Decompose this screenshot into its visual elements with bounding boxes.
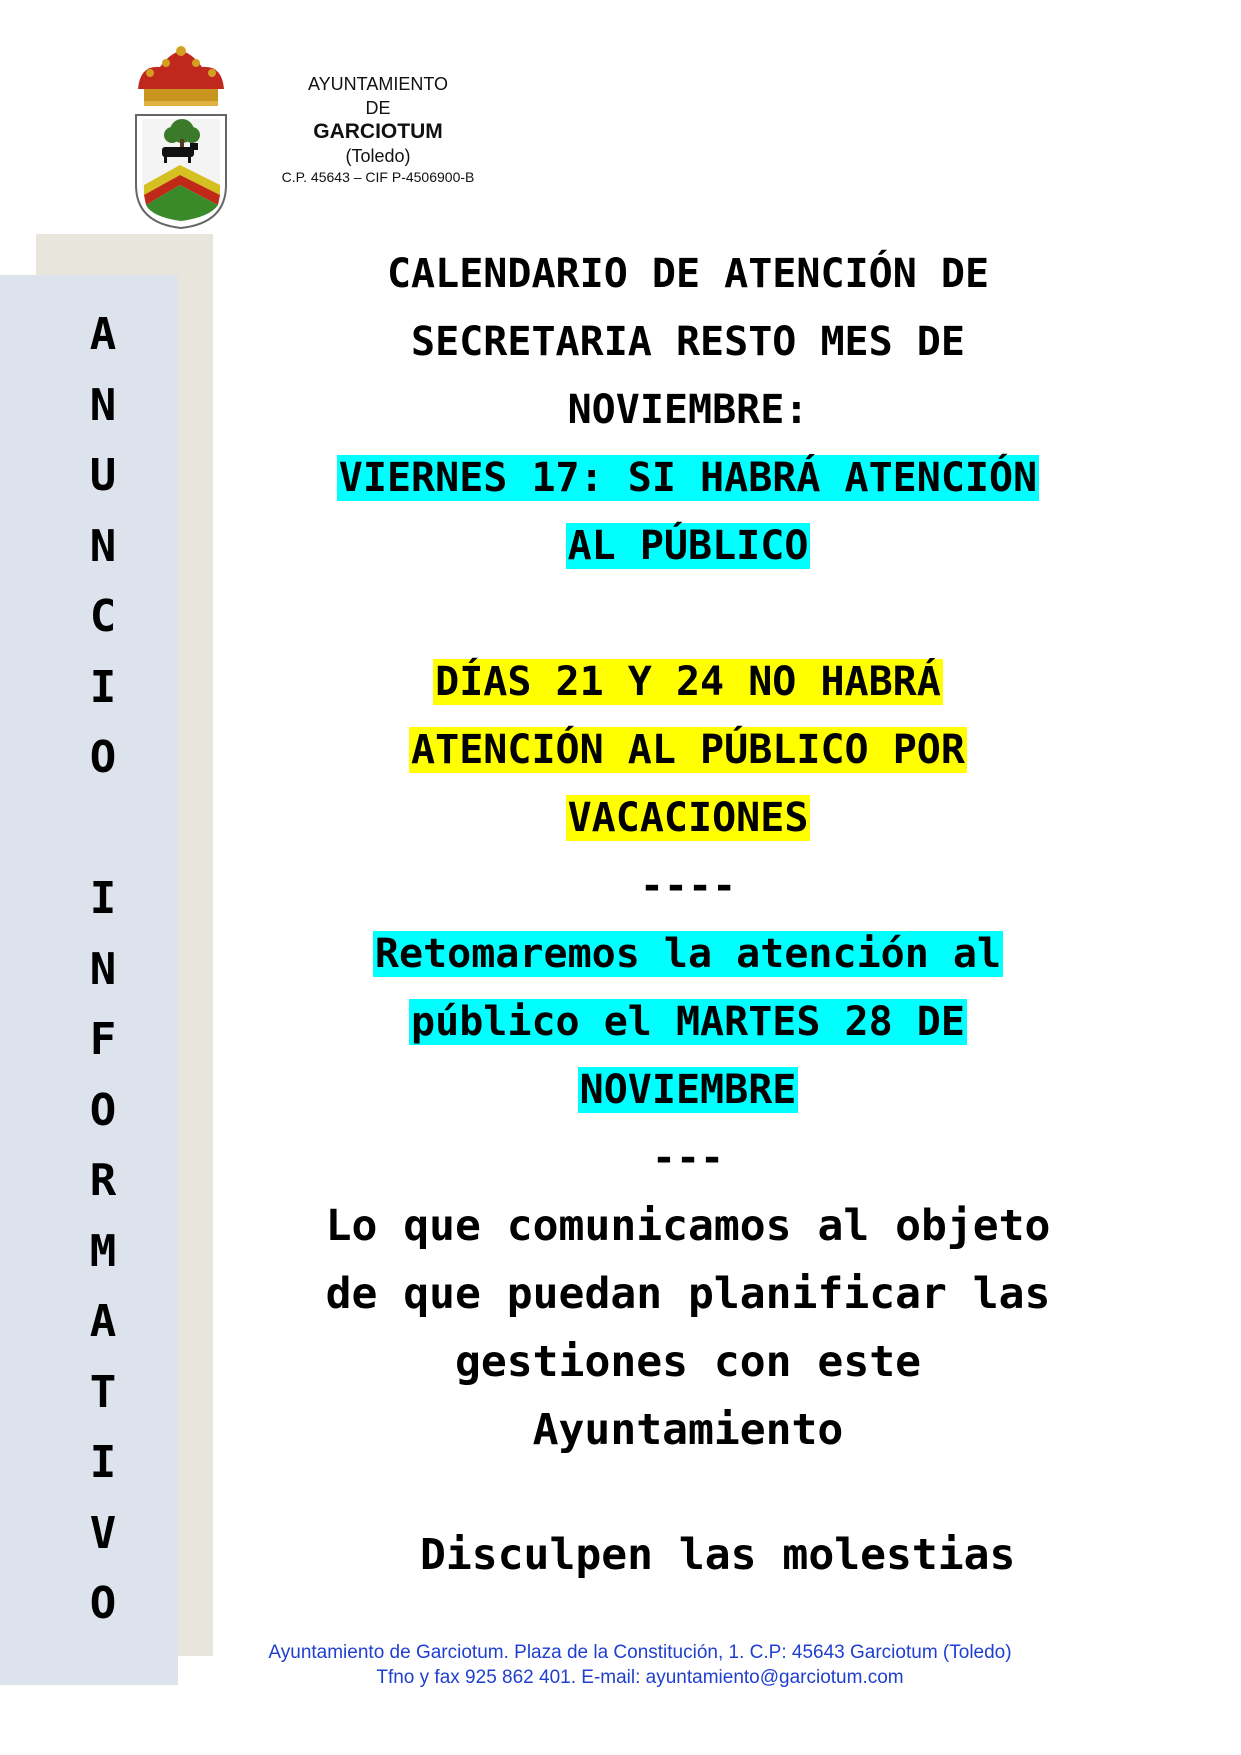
postal-cif: C.P. 45643 – CIF P-4506900-B: [281, 169, 475, 185]
vertical-letter: A: [89, 1296, 117, 1347]
vertical-letter: F: [89, 1014, 117, 1065]
vertical-letter: O: [89, 732, 117, 783]
vertical-letter: N: [89, 520, 117, 572]
title-line: SECRETARIA RESTO MES DE: [411, 319, 965, 365]
friday-notice: VIERNES 17: SI HABRÁ ATENCIÓN: [338, 455, 1038, 501]
resume-notice: NOVIEMBRE: [579, 1067, 797, 1113]
vertical-letter: C: [89, 591, 117, 642]
letterhead: [238, 72, 518, 186]
title-line: CALENDARIO DE ATENCIÓN DE: [386, 251, 990, 297]
letterhead-line1: AYUNTAMIENTO: [307, 74, 448, 94]
title-line: NOVIEMBRE:: [567, 387, 809, 433]
vertical-letter: I: [89, 873, 117, 924]
vertical-letter: O: [89, 1578, 117, 1629]
message-line: Lo que comunicamos al objeto: [325, 1201, 1051, 1251]
vertical-letter: T: [89, 1366, 117, 1418]
vertical-letter: I: [89, 1437, 117, 1488]
message-line: gestiones con este: [455, 1337, 921, 1387]
closed-days-notice: ATENCIÓN AL PÚBLICO POR: [411, 727, 965, 773]
closing-apology: Disculpen las molestias: [420, 1530, 1016, 1580]
vertical-letter: U: [89, 450, 117, 501]
vertical-letter: O: [89, 1084, 117, 1136]
notice-body: [228, 240, 1148, 1464]
province: (Toledo): [345, 146, 411, 166]
vertical-letter: V: [89, 1507, 117, 1559]
vertical-letter: [78, 794, 128, 865]
message-line: de que puedan planificar las: [325, 1269, 1051, 1319]
vertical-letter: M: [89, 1225, 117, 1277]
message-line: Ayuntamiento: [532, 1405, 844, 1455]
friday-notice: AL PÚBLICO: [567, 523, 809, 569]
vertical-letter: N: [89, 379, 117, 431]
vertical-letter: I: [89, 661, 117, 713]
vertical-letter: R: [89, 1155, 117, 1206]
coat-of-arms-icon: [130, 45, 232, 230]
footer: [140, 1640, 1140, 1690]
town-name: GARCIOTUM: [313, 120, 443, 143]
footer-address: Ayuntamiento de Garciotum. Plaza de la Constitución, 1. C.P: 45643 Garciotum (Toledo): [268, 1642, 1012, 1663]
letterhead-line2: DE: [365, 98, 391, 118]
closed-days-notice: VACACIONES: [567, 795, 809, 841]
vertical-heading: [78, 300, 128, 1640]
closed-days-notice: DÍAS 21 Y 24 NO HABRÁ: [435, 659, 941, 705]
separator: ---: [651, 1135, 725, 1181]
vertical-letter: N: [89, 943, 117, 995]
resume-notice: Retomaremos la atención al: [374, 931, 1002, 977]
separator: ----: [639, 863, 737, 909]
footer-contact: Tfno y fax 925 862 401. E-mail: ayuntamiento@garciotum.com: [376, 1667, 904, 1688]
resume-notice: público el MARTES 28 DE: [411, 999, 965, 1045]
vertical-letter: A: [89, 309, 117, 360]
